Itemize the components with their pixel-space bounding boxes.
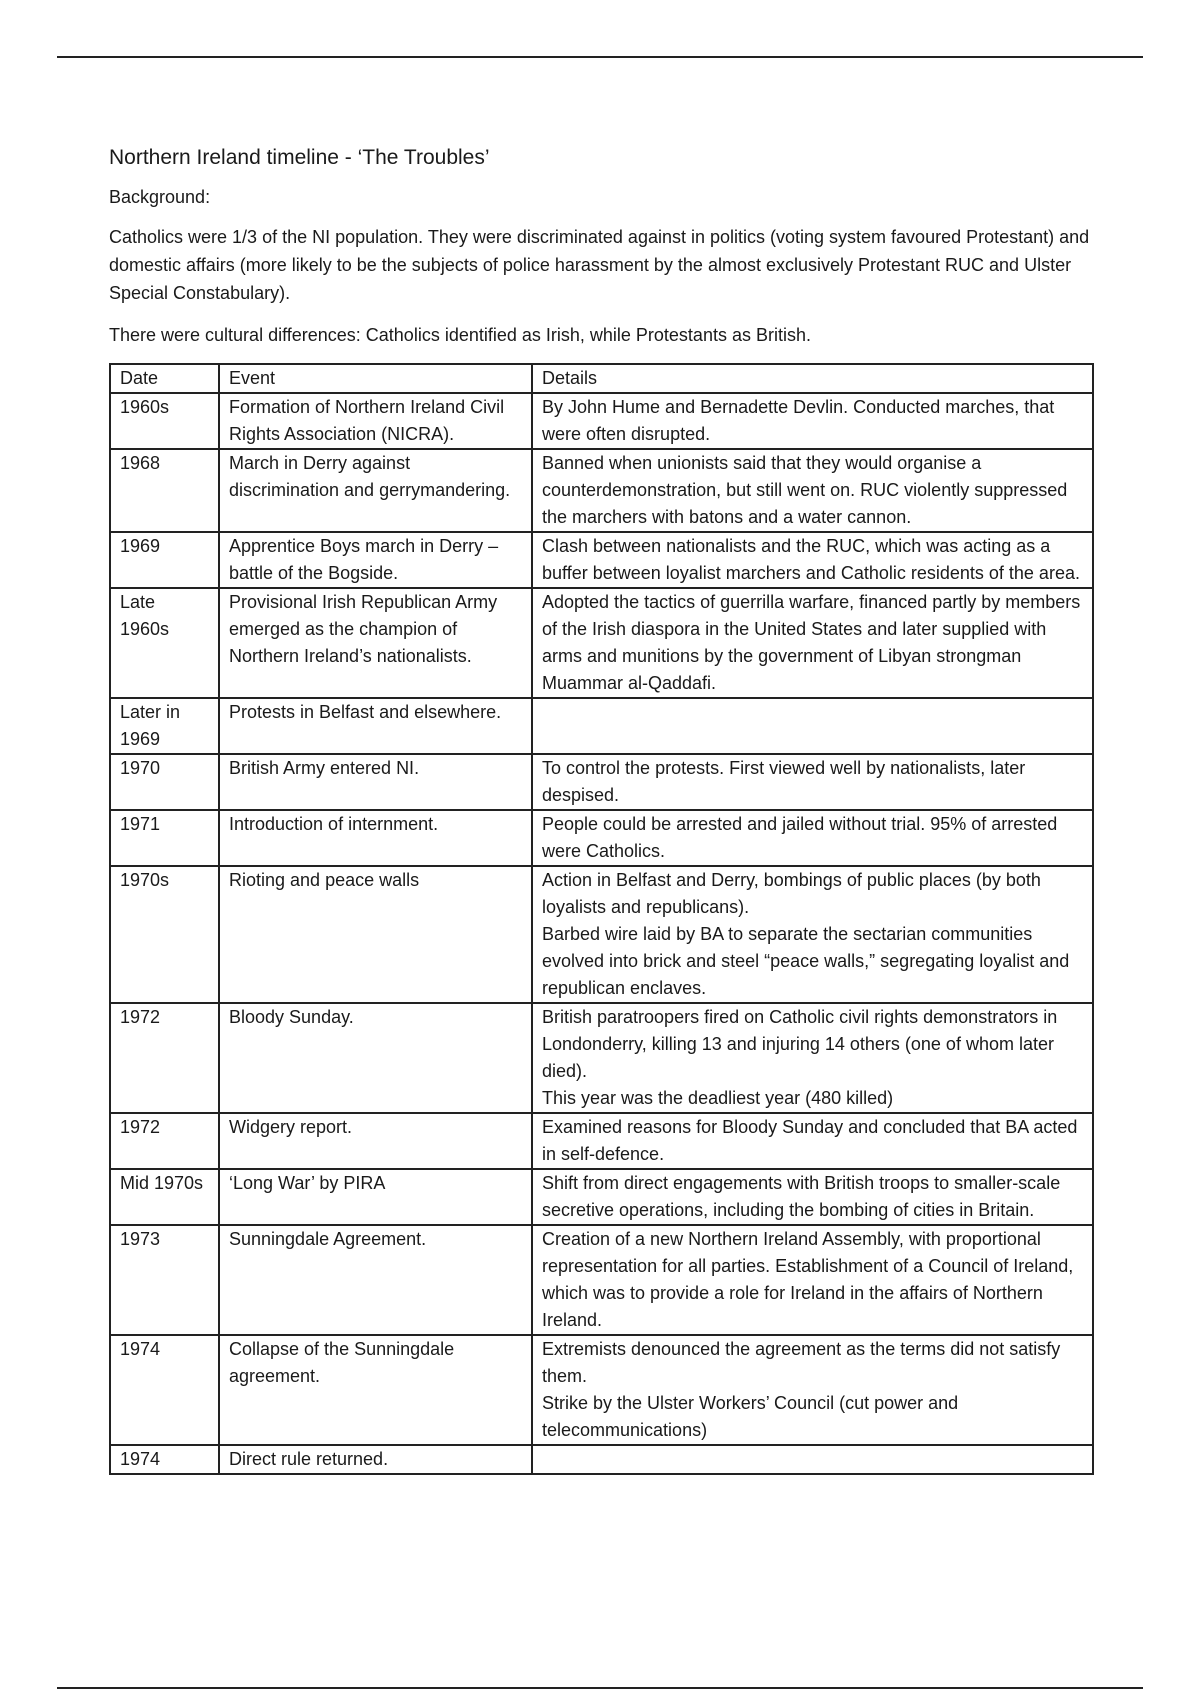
details-cell — [532, 1003, 1093, 1113]
detail-line: Shift from direct engagements with British troops to smaller-scale secretive operations, including the bombing of cities in Britain. — [542, 1173, 1061, 1220]
detail-line: This year was the deadliest year (480 killed) — [542, 1088, 894, 1108]
date-cell: Mid 1970s — [110, 1169, 219, 1225]
date-cell: 1974 — [110, 1335, 219, 1445]
detail-line: People could be arrested and jailed without trial. 95% of arrested were Catholics. — [542, 814, 1058, 861]
background-heading: Background: — [109, 187, 211, 207]
date-cell: 1974 — [110, 1445, 219, 1474]
detail-line: Action in Belfast and Derry, bombings of public places (by both loyalists and republicans). — [542, 870, 1041, 917]
table-row — [110, 1003, 1093, 1113]
table-row — [110, 1335, 1093, 1445]
date-cell: 1972 — [110, 1003, 219, 1113]
details-cell — [532, 1113, 1093, 1169]
event-cell: Widgery report. — [219, 1113, 532, 1169]
page-title: Northern Ireland timeline - ‘The Troubles’ — [109, 146, 490, 169]
details-cell — [532, 1445, 1093, 1474]
date-cell: 1970s — [110, 866, 219, 1003]
table-row — [110, 1113, 1093, 1169]
event-cell: Provisional Irish Republican Army emerged as the champion of Northern Ireland’s nationalists. — [219, 588, 532, 698]
details-cell — [532, 866, 1093, 1003]
header-details: Details — [532, 364, 1093, 393]
details-cell — [532, 1225, 1093, 1335]
date-cell: 1971 — [110, 810, 219, 866]
table-row — [110, 393, 1093, 449]
table-row — [110, 588, 1093, 698]
detail-line: British paratroopers fired on Catholic civil rights demonstrators in Londonderry, killing 13 and injuring 14 others (one of whom later died). — [542, 1007, 1058, 1081]
event-cell: Direct rule returned. — [219, 1445, 532, 1474]
background-paragraph: Catholics were 1/3 of the NI population. They were discriminated against in politics (voting system favoured Protestant) and domestic affairs (more likely to be the subjects of police harassment by the almost exclusively Protestant RUC and Ulster Special Constabulary). — [109, 227, 1090, 303]
detail-line: By John Hume and Bernadette Devlin. Conducted marches, that were often disrupted. — [542, 397, 1055, 444]
detail-line: Examined reasons for Bloody Sunday and concluded that BA acted in self-defence. — [542, 1117, 1078, 1164]
details-cell — [532, 393, 1093, 449]
table-row — [110, 754, 1093, 810]
details-cell — [532, 810, 1093, 866]
event-cell: Bloody Sunday. — [219, 1003, 532, 1113]
detail-line: To control the protests. First viewed well by nationalists, later despised. — [542, 758, 1026, 805]
details-cell — [532, 532, 1093, 588]
date-cell: 1969 — [110, 532, 219, 588]
table-row — [110, 1169, 1093, 1225]
document-body — [109, 143, 1099, 1475]
event-cell: Sunningdale Agreement. — [219, 1225, 532, 1335]
top-rule — [57, 56, 1143, 58]
timeline-table — [109, 363, 1094, 1475]
header-event: Event — [219, 364, 532, 393]
cultural-differences-paragraph: There were cultural differences: Catholics identified as Irish, while Protestants as British. — [109, 325, 811, 345]
event-cell: ‘Long War’ by PIRA — [219, 1169, 532, 1225]
table-header-row — [110, 364, 1093, 393]
table-row — [110, 810, 1093, 866]
date-cell: 1973 — [110, 1225, 219, 1335]
details-cell — [532, 754, 1093, 810]
table-row — [110, 1445, 1093, 1474]
detail-line: Banned when unionists said that they would organise a counterdemonstration, but still went on. RUC violently suppressed the marchers with batons and a water cannon. — [542, 453, 1068, 527]
table-row — [110, 1225, 1093, 1335]
event-cell: March in Derry against discrimination and gerrymandering. — [219, 449, 532, 532]
details-cell — [532, 1335, 1093, 1445]
table-row — [110, 449, 1093, 532]
timeline-rows — [110, 393, 1093, 1474]
detail-line: Clash between nationalists and the RUC, which was acting as a buffer between loyalist marchers and Catholic residents of the area. — [542, 536, 1080, 583]
detail-line: Strike by the Ulster Workers’ Council (cut power and telecommunications) — [542, 1393, 959, 1440]
event-cell: Protests in Belfast and elsewhere. — [219, 698, 532, 754]
event-cell: Rioting and peace walls — [219, 866, 532, 1003]
table-row — [110, 698, 1093, 754]
details-cell — [532, 588, 1093, 698]
event-cell: Apprentice Boys march in Derry – battle of the Bogside. — [219, 532, 532, 588]
date-cell: Later in 1969 — [110, 698, 219, 754]
detail-line: Adopted the tactics of guerrilla warfare, financed partly by members of the Irish diaspora in the United States and later supplied with arms and munitions by the government of Libyan strongman Muammar al-Qaddafi. — [542, 592, 1081, 693]
date-cell: 1972 — [110, 1113, 219, 1169]
event-cell: Introduction of internment. — [219, 810, 532, 866]
table-row — [110, 866, 1093, 1003]
detail-line: Barbed wire laid by BA to separate the sectarian communities evolved into brick and steel “peace walls,” segregating loyalist and republican enclaves. — [542, 924, 1070, 998]
date-cell: 1970 — [110, 754, 219, 810]
details-cell — [532, 698, 1093, 754]
details-cell — [532, 1169, 1093, 1225]
detail-line: Creation of a new Northern Ireland Assembly, with proportional representation for all parties. Establishment of a Council of Ireland, which was to provide a role for Ireland in the affairs of Northern Ireland. — [542, 1229, 1074, 1330]
date-cell: 1968 — [110, 449, 219, 532]
date-cell: 1960s — [110, 393, 219, 449]
event-cell: Collapse of the Sunningdale agreement. — [219, 1335, 532, 1445]
event-cell: Formation of Northern Ireland Civil Rights Association (NICRA). — [219, 393, 532, 449]
bottom-rule — [57, 1687, 1143, 1689]
header-date: Date — [110, 364, 219, 393]
date-cell: Late 1960s — [110, 588, 219, 698]
table-row — [110, 532, 1093, 588]
details-cell — [532, 449, 1093, 532]
detail-line: Extremists denounced the agreement as the terms did not satisfy them. — [542, 1339, 1061, 1386]
event-cell: British Army entered NI. — [219, 754, 532, 810]
